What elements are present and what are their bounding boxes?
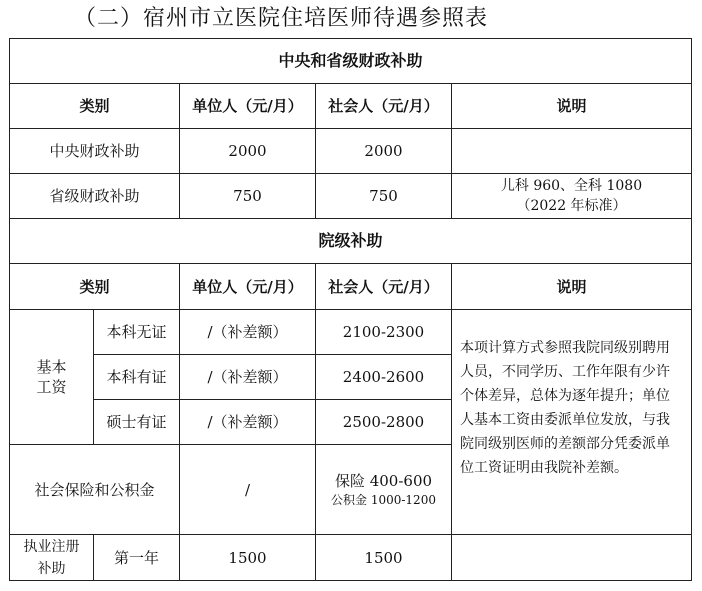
- basic-wage-group-cell: [10, 310, 94, 445]
- column-header-unit: 单位人（元/月）: [180, 264, 316, 310]
- subcategory-cell: 本科有证: [94, 355, 180, 400]
- category-cell: 社会保险和公积金: [10, 445, 180, 535]
- category-cell: 省级财政补助: [10, 174, 180, 219]
- unit-amount-cell: 750: [180, 174, 316, 219]
- social-amount-cell: 750: [316, 174, 452, 219]
- amount-line: 公积金 1000-1200: [331, 492, 436, 507]
- group-label-line: 工资: [36, 378, 67, 396]
- note-cell: [452, 129, 692, 174]
- subsidy-table: [9, 38, 692, 581]
- group-label-line: 基本: [36, 358, 67, 376]
- subcategory-cell: 硕士有证: [94, 400, 180, 445]
- group-label-line: 补助: [37, 560, 66, 577]
- description-cell: 本项计算方式参照我院同级别聘用人员，不同学历、工作年限有少许个体差异，总体为逐年提升；单位人基本工资由委派单位发放，与我院同级别医师的差额部分凭委派单位工资证明由我院补差额。: [452, 310, 692, 535]
- section-title: 中央和省级财政补助: [10, 39, 692, 84]
- column-header-social: 社会人（元/月）: [316, 264, 452, 310]
- amount-line: 保险 400-600: [334, 471, 433, 490]
- social-amount-cell: 2100-2300: [316, 310, 452, 355]
- column-header-category: 类别: [10, 264, 180, 310]
- social-amount-cell: [316, 445, 452, 535]
- group-label-line: 执业注册: [23, 538, 80, 555]
- unit-amount-cell: 1500: [180, 535, 316, 581]
- column-header-row: [10, 264, 692, 310]
- section-header-row: [10, 219, 692, 264]
- column-header-note: 说明: [452, 264, 692, 310]
- subcategory-cell: 本科无证: [94, 310, 180, 355]
- category-cell: 中央财政补助: [10, 129, 180, 174]
- note-cell: [452, 535, 692, 581]
- license-group-cell: [10, 535, 94, 581]
- table-row: [10, 535, 692, 581]
- column-header-row: [10, 84, 692, 129]
- column-header-social: 社会人（元/月）: [316, 84, 452, 129]
- note-line: （2022 年标准）: [516, 198, 627, 214]
- social-amount-cell: 2000: [316, 129, 452, 174]
- table-row: [10, 310, 692, 355]
- section-title: 院级补助: [10, 219, 692, 264]
- table-row: [10, 129, 692, 174]
- section-header-row: [10, 39, 692, 84]
- unit-amount-cell: 2000: [180, 129, 316, 174]
- subcategory-cell: 第一年: [94, 535, 180, 581]
- unit-amount-cell: /（补差额）: [180, 355, 316, 400]
- column-header-category: 类别: [10, 84, 180, 129]
- note-line: 儿科 960、全科 1080: [500, 178, 643, 194]
- table-row: [10, 174, 692, 219]
- column-header-unit: 单位人（元/月）: [180, 84, 316, 129]
- page-title: （二）宿州市立医院住培医师待遇参照表: [74, 6, 489, 31]
- unit-amount-cell: /: [180, 445, 316, 535]
- note-cell: [452, 174, 692, 219]
- unit-amount-cell: /（补差额）: [180, 310, 316, 355]
- column-header-note: 说明: [452, 84, 692, 129]
- social-amount-cell: 2500-2800: [316, 400, 452, 445]
- unit-amount-cell: /（补差额）: [180, 400, 316, 445]
- social-amount-cell: 1500: [316, 535, 452, 581]
- social-amount-cell: 2400-2600: [316, 355, 452, 400]
